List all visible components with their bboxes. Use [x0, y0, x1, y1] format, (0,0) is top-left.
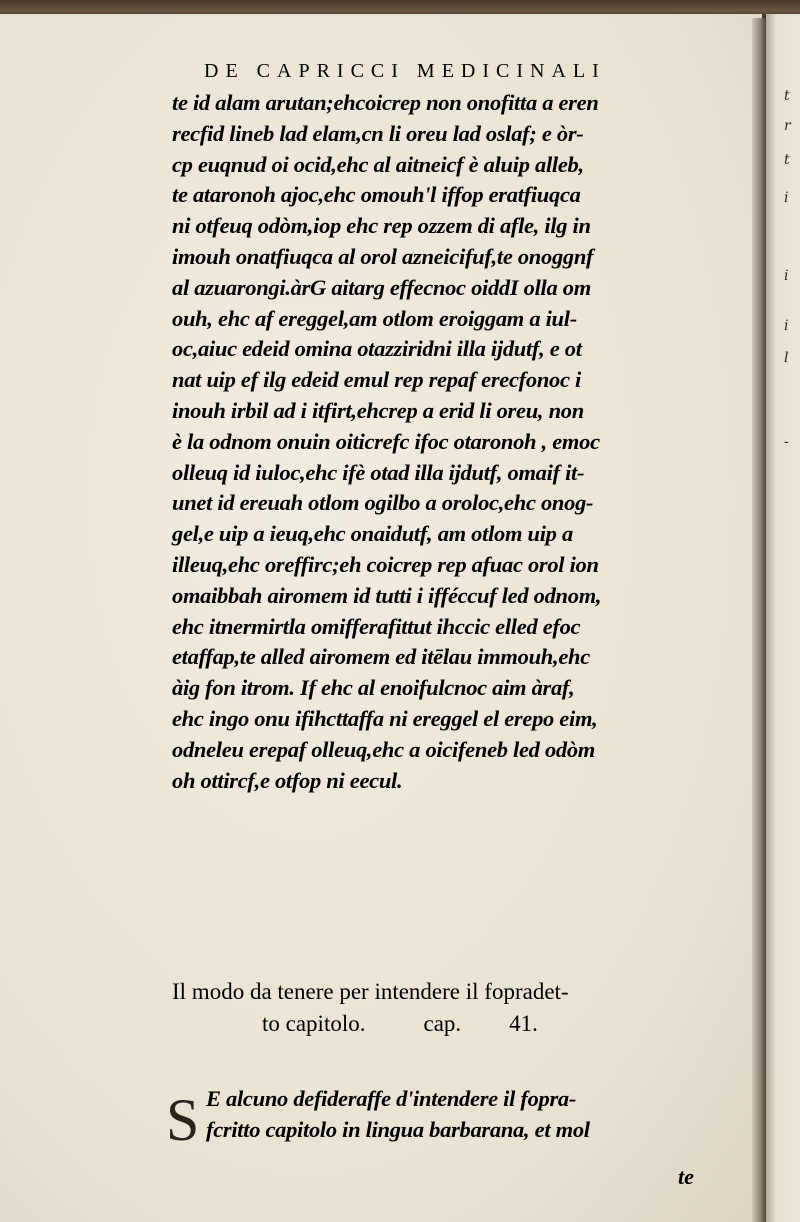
- text-line: ehc itnermirtla omifferafittut ihccic elled efoc: [172, 613, 581, 639]
- text-line: oh ottircf,e otfop ni eecul.: [172, 767, 403, 793]
- next-page-edge: [766, 14, 800, 1222]
- text-line: oc,aiuc edeid omina otazziridni illa ijdutf, e ot: [172, 336, 582, 362]
- edge-glyph: l: [784, 350, 789, 366]
- edge-glyph: i: [784, 268, 789, 284]
- text-line: omaibbah airomem id tutti i ifféccuf led odnom,: [172, 582, 602, 608]
- edge-glyph: r: [784, 118, 791, 134]
- edge-glyph: -: [784, 434, 789, 450]
- text-line: E alcuno defideraffe d'intendere il fopra-: [206, 1086, 577, 1111]
- text-line: ni otfeuq odòm,iop ehc rep ozzem di afle, ilg in: [172, 213, 591, 239]
- text-line: odneleu erepaf olleuq,ehc a oicifeneb led odòm: [172, 736, 595, 762]
- catchword: te: [678, 1164, 694, 1189]
- text-line: fcritto capitolo in lingua barbarana, et mol: [206, 1116, 590, 1142]
- text-line: gel,e uip a ieuq,ehc onaidutf, am otlom uip a: [172, 521, 573, 547]
- text-line: recfid lineb lad elam,cn li oreu lad oslaf; e òr-: [172, 120, 584, 146]
- text-line: inouh irbil ad i itfirt,ehcrep a erid li oreu, non: [172, 397, 584, 423]
- opening-paragraph: [166, 1084, 742, 1153]
- text-line: te ataronoh ajoc,ehc omouh'l iffop eratfiuqca: [172, 182, 581, 208]
- edge-glyph: t: [784, 88, 790, 104]
- text-line: olleuq id iuloc,ehc ifè otad illa ijdutf, omaif it-: [172, 459, 585, 485]
- text-line: etaffap,te alled airomem ed itēlau immouh,ehc: [172, 644, 590, 670]
- text-line: ouh, ehc af ereggel,am otlom eroiggam a iul-: [172, 305, 577, 331]
- text-line: nat uip ef ilg edeid emul rep repaf erecfonoc i: [172, 367, 581, 393]
- text-line: al azuarongi.àrG aitarg effecnoc oiddI olla om: [172, 274, 591, 300]
- reversed-paragraph: [172, 88, 742, 796]
- text-line: cp euqnud oi ocid,ehc al aitneicf è aluip alleb,: [172, 151, 584, 177]
- edge-glyph: t: [784, 152, 790, 168]
- text-line: te id alam arutan;ehcoicrep non onofitta a eren: [172, 90, 599, 115]
- chapter-heading-line: [172, 1008, 742, 1040]
- text-line: illeuq,ehc oreffirc;eh coicrep rep afuac orol ion: [172, 551, 599, 577]
- chapter-heading-line: Il modo da tenere per intendere il fopradet-: [172, 979, 569, 1004]
- page-gutter: [752, 18, 766, 1222]
- edge-glyph: i: [784, 318, 789, 334]
- chapter-heading: [172, 976, 742, 1040]
- text-line: àig fon itrom. If ehc al enoifulcnoc aim àraf,: [172, 675, 575, 701]
- edge-glyph: i: [784, 190, 789, 206]
- chapter-heading-title-end: to capitolo.: [262, 1011, 366, 1036]
- chapter-number: 41.: [509, 1011, 538, 1036]
- text-line: unet id ereuah otlom ogilbo a oroloc,ehc onog-: [172, 490, 594, 516]
- text-line: ehc ingo onu ifihcttaffa ni ereggel el erepo eim,: [172, 705, 598, 731]
- running-head: DE CAPRICCI MEDICINALI: [204, 60, 606, 82]
- drop-cap: S: [166, 1087, 200, 1153]
- text-line: imouh onatfiuqca al orol azneicifuf,te onoggnf: [172, 243, 594, 269]
- text-line: è la odnom onuin oiticrefc ifoc otaronoh , emoc: [172, 428, 600, 454]
- chapter-label: cap.: [423, 1011, 462, 1036]
